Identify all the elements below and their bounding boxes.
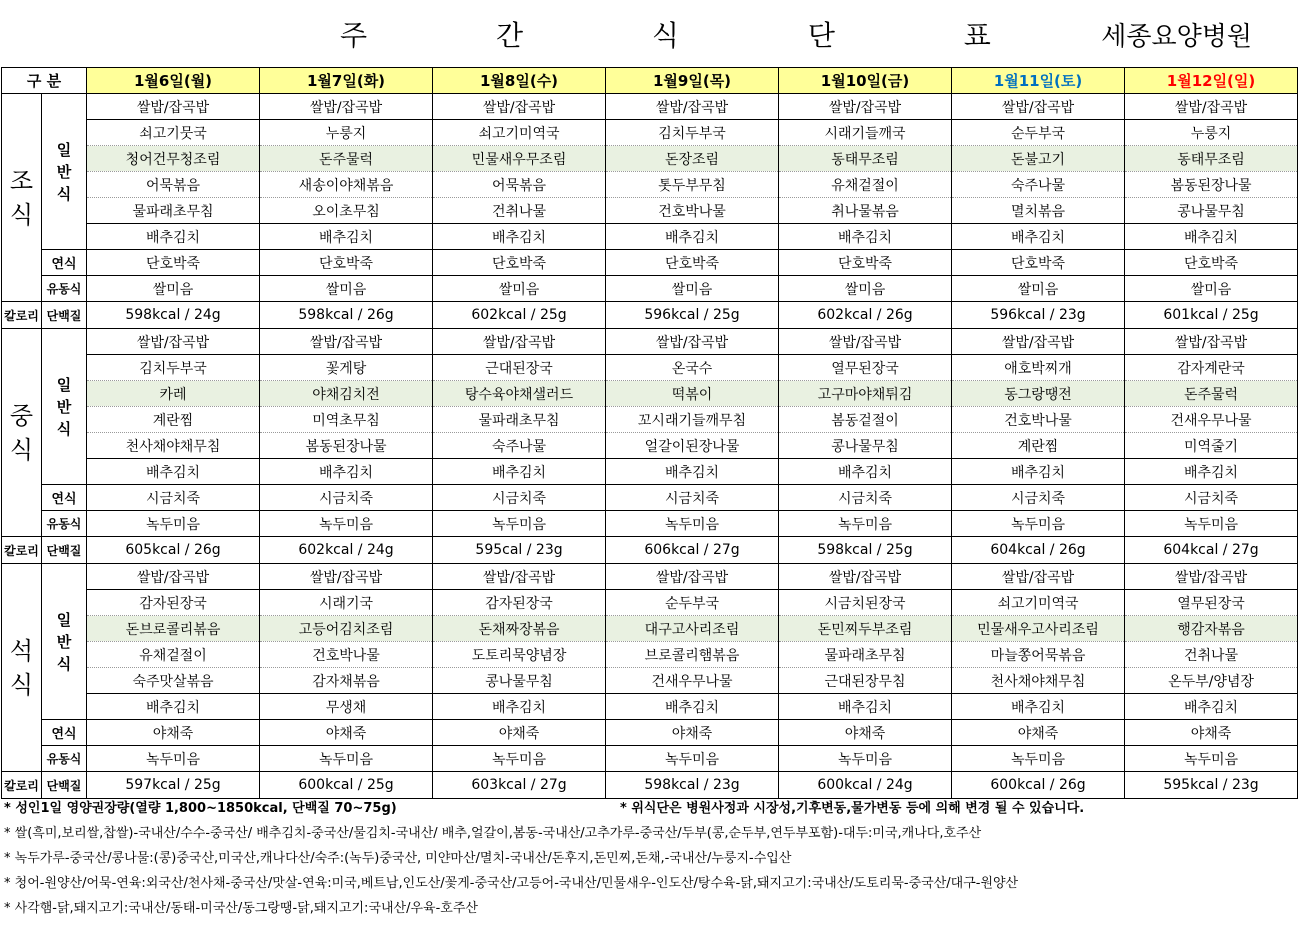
menu-item: 배추김치 [1125, 459, 1298, 485]
menu-item: 천사채야채무침 [87, 433, 260, 459]
kcal-protein-value: 597kcal / 25g [87, 772, 260, 799]
menu-item: 취나물볶음 [779, 198, 952, 224]
menu-item: 오이초무침 [260, 198, 433, 224]
menu-item: 감자된장국 [87, 590, 260, 616]
liquid-diet-item: 쌀미음 [260, 276, 433, 302]
menu-item: 동태무조림 [779, 146, 952, 172]
dinner-label: 석 식 [2, 564, 42, 772]
menu-item: 돈주물럭 [260, 146, 433, 172]
day-header: 1월7일(화) [260, 68, 433, 94]
menu-item: 쌀밥/잡곡밥 [779, 329, 952, 355]
menu-item: 배추김치 [433, 224, 606, 250]
menu-item: 숙주맛살볶음 [87, 668, 260, 694]
soft-diet-item: 야채죽 [1125, 720, 1298, 746]
note-origin-3: * 청어-원양산/어묵-연육:외국산/천사채-중국산/맛살-연육:미국,베트남,인도산/꽃게-중국산/고등어-국내산/민물새우-인도산/탕수육-닭,돼지고기:국내산/도토리묵-중국산/대구-원양산 [4, 876, 1019, 891]
menu-item: 숙주나물 [952, 172, 1125, 198]
liquid-diet-item: 녹두미음 [87, 746, 260, 772]
menu-item: 배추김치 [87, 694, 260, 720]
kcal-protein-value: 604kcal / 26g [952, 537, 1125, 564]
menu-item: 쌀밥/잡곡밥 [433, 564, 606, 590]
menu-item: 감자채볶음 [260, 668, 433, 694]
menu-item: 배추김치 [779, 694, 952, 720]
kcal-protein-value: 600kcal / 25g [260, 772, 433, 799]
liquid-diet-item: 쌀미음 [606, 276, 779, 302]
lunch-label: 중 식 [2, 329, 42, 537]
liquid-diet-label: 유동식 [42, 276, 87, 302]
menu-item: 톳두부무침 [606, 172, 779, 198]
menu-item: 온두부/양념장 [1125, 668, 1298, 694]
menu-item: 민물새우무조림 [433, 146, 606, 172]
menu-item: 얼갈이된장나물 [606, 433, 779, 459]
menu-item: 쌀밥/잡곡밥 [1125, 329, 1298, 355]
menu-item: 쌀밥/잡곡밥 [952, 329, 1125, 355]
liquid-diet-item: 녹두미음 [433, 746, 606, 772]
menu-item: 도토리묵양념장 [433, 642, 606, 668]
menu-item: 열무된장국 [779, 355, 952, 381]
menu-item: 쌀밥/잡곡밥 [779, 564, 952, 590]
protein-label: 단백질 [42, 537, 87, 564]
soft-diet-item: 시금치죽 [606, 485, 779, 511]
menu-item: 순두부국 [606, 590, 779, 616]
menu-item: 배추김치 [260, 224, 433, 250]
hospital-name: 세종요양병원 [1101, 22, 1252, 52]
menu-item: 돈장조림 [606, 146, 779, 172]
menu-item: 꽃게탕 [260, 355, 433, 381]
menu-item: 민물새우고사리조림 [952, 616, 1125, 642]
day-header: 1월8일(수) [433, 68, 606, 94]
soft-diet-label: 연식 [42, 720, 87, 746]
menu-item: 건취나물 [433, 198, 606, 224]
menu-item: 건호박나물 [260, 642, 433, 668]
menu-item: 쌀밥/잡곡밥 [1125, 564, 1298, 590]
menu-item: 계란찜 [87, 407, 260, 433]
kcal-protein-value: 604kcal / 27g [1125, 537, 1298, 564]
kcal-protein-value: 598kcal / 25g [779, 537, 952, 564]
menu-item: 쌀밥/잡곡밥 [87, 564, 260, 590]
menu-item: 돈민찌두부조림 [779, 616, 952, 642]
general-diet-label: 일 반 식 [42, 94, 87, 250]
menu-item: 쇠고기뭇국 [87, 120, 260, 146]
menu-item: 배추김치 [779, 224, 952, 250]
liquid-diet-item: 녹두미음 [779, 511, 952, 537]
menu-item: 고등어김치조림 [260, 616, 433, 642]
kcal-protein-value: 596kcal / 23g [952, 302, 1125, 329]
menu-item: 쌀밥/잡곡밥 [260, 564, 433, 590]
liquid-diet-item: 녹두미음 [260, 746, 433, 772]
menu-item: 야채김치전 [260, 381, 433, 407]
menu-item: 봄동된장나물 [260, 433, 433, 459]
menu-item: 동태무조림 [1125, 146, 1298, 172]
menu-item: 쌀밥/잡곡밥 [779, 94, 952, 120]
liquid-diet-item: 녹두미음 [433, 511, 606, 537]
note-row-1 [4, 796, 1294, 821]
liquid-diet-item: 쌀미음 [433, 276, 606, 302]
note-nutrition: * 성인1일 영양권장량(열량 1,800~1850kcal, 단백질 70~75g) [4, 801, 397, 816]
menu-item: 쌀밥/잡곡밥 [433, 94, 606, 120]
weekly-menu-table [1, 67, 1298, 799]
note-origin-2: * 녹두가루-중국산/콩나물:(콩)중국산,미국산,캐나다산/숙주:(녹두)중국산, 미얀마산/멸치-국내산/돈후지,돈민찌,돈채,-국내산/누룽지-수입산 [4, 851, 792, 866]
protein-label: 단백질 [42, 772, 87, 799]
menu-item: 콩나물무침 [779, 433, 952, 459]
menu-item: 열무된장국 [1125, 590, 1298, 616]
menu-item: 쌀밥/잡곡밥 [606, 329, 779, 355]
soft-diet-item: 단호박죽 [952, 250, 1125, 276]
menu-item: 시래기들깨국 [779, 120, 952, 146]
soft-diet-item: 단호박죽 [779, 250, 952, 276]
menu-item: 근대된장국 [433, 355, 606, 381]
menu-item: 배추김치 [779, 459, 952, 485]
soft-diet-item: 단호박죽 [260, 250, 433, 276]
menu-item: 온국수 [606, 355, 779, 381]
soft-diet-item: 야채죽 [779, 720, 952, 746]
menu-item: 쌀밥/잡곡밥 [433, 329, 606, 355]
kcal-protein-value: 601kcal / 25g [1125, 302, 1298, 329]
note-origin-4: * 사각햄-닭,돼지고기:국내산/동태-미국산/동그랑땡-닭,돼지고기:국내산/우육-호주산 [4, 901, 478, 916]
kcal-protein-value: 603kcal / 27g [433, 772, 606, 799]
page-title: 주 간 식 단 표 [340, 19, 1051, 52]
menu-item: 시래기국 [260, 590, 433, 616]
kcal-protein-value: 595cal / 23g [433, 537, 606, 564]
menu-item: 쌀밥/잡곡밥 [87, 94, 260, 120]
soft-diet-item: 시금치죽 [1125, 485, 1298, 511]
soft-diet-item: 단호박죽 [1125, 250, 1298, 276]
title-bar [0, 0, 1298, 66]
liquid-diet-label: 유동식 [42, 511, 87, 537]
menu-item: 건새우무나물 [606, 668, 779, 694]
menu-item: 물파래초무침 [87, 198, 260, 224]
liquid-diet-item: 쌀미음 [87, 276, 260, 302]
liquid-diet-item: 녹두미음 [779, 746, 952, 772]
menu-item: 배추김치 [1125, 694, 1298, 720]
menu-item: 유채겉절이 [779, 172, 952, 198]
menu-item: 근대된장무침 [779, 668, 952, 694]
kcal-protein-value: 606kcal / 27g [606, 537, 779, 564]
soft-diet-item: 야채죽 [433, 720, 606, 746]
notes [4, 796, 1294, 921]
menu-item: 대구고사리조림 [606, 616, 779, 642]
menu-item: 동그랑땡전 [952, 381, 1125, 407]
menu-item: 배추김치 [952, 459, 1125, 485]
calorie-label: 칼로리 [2, 302, 42, 329]
liquid-diet-item: 녹두미음 [952, 511, 1125, 537]
liquid-diet-item: 녹두미음 [1125, 746, 1298, 772]
menu-item: 배추김치 [952, 224, 1125, 250]
note-origin-1: * 쌀(흑미,보리쌀,찹쌀)-국내산/수수-중국산/ 배추김치-중국산/물김치-국내산/ 배추,얼갈이,봄동-국내산/고추가루-중국산/두부(콩,순두부,연두부포함)-대두:미국,캐나다,호주산 [4, 826, 982, 841]
menu-item: 카레 [87, 381, 260, 407]
menu-item: 쇠고기미역국 [433, 120, 606, 146]
soft-diet-item: 단호박죽 [606, 250, 779, 276]
menu-item: 배추김치 [433, 694, 606, 720]
liquid-diet-item: 녹두미음 [952, 746, 1125, 772]
breakfast-label: 조 식 [2, 94, 42, 302]
kcal-protein-value: 595kcal / 23g [1125, 772, 1298, 799]
menu-item: 배추김치 [1125, 224, 1298, 250]
day-header: 1월9일(목) [606, 68, 779, 94]
menu-item: 물파래초무침 [779, 642, 952, 668]
day-header: 1월12일(일) [1125, 68, 1298, 94]
menu-item: 마늘쫑어묵볶음 [952, 642, 1125, 668]
calorie-label: 칼로리 [2, 772, 42, 799]
menu-item: 애호박찌개 [952, 355, 1125, 381]
menu-item: 배추김치 [952, 694, 1125, 720]
menu-item: 탕수육야채샐러드 [433, 381, 606, 407]
menu-item: 행감자볶음 [1125, 616, 1298, 642]
liquid-diet-item: 녹두미음 [606, 511, 779, 537]
menu-item: 배추김치 [87, 459, 260, 485]
kcal-protein-value: 598kcal / 24g [87, 302, 260, 329]
menu-item: 쌀밥/잡곡밥 [1125, 94, 1298, 120]
menu-item: 시금치된장국 [779, 590, 952, 616]
soft-diet-item: 단호박죽 [433, 250, 606, 276]
menu-item: 봄동겉절이 [779, 407, 952, 433]
menu-item: 무생채 [260, 694, 433, 720]
soft-diet-item: 야채죽 [260, 720, 433, 746]
menu-item: 콩나물무침 [1125, 198, 1298, 224]
soft-diet-item: 시금치죽 [260, 485, 433, 511]
menu-item: 어묵볶음 [87, 172, 260, 198]
menu-item: 물파래초무침 [433, 407, 606, 433]
menu-item: 누룽지 [260, 120, 433, 146]
menu-item: 천사채야채무침 [952, 668, 1125, 694]
soft-diet-item: 시금치죽 [433, 485, 606, 511]
menu-item: 배추김치 [260, 459, 433, 485]
menu-item: 배추김치 [606, 459, 779, 485]
menu-item: 쌀밥/잡곡밥 [260, 329, 433, 355]
menu-item: 건새우무나물 [1125, 407, 1298, 433]
liquid-diet-item: 녹두미음 [606, 746, 779, 772]
menu-item: 배추김치 [606, 694, 779, 720]
menu-item: 미역줄기 [1125, 433, 1298, 459]
menu-item: 숙주나물 [433, 433, 606, 459]
menu-item: 어묵볶음 [433, 172, 606, 198]
menu-item: 김치두부국 [87, 355, 260, 381]
liquid-diet-item: 녹두미음 [1125, 511, 1298, 537]
general-diet-label: 일 반 식 [42, 329, 87, 485]
liquid-diet-item: 녹두미음 [260, 511, 433, 537]
day-header: 1월10일(금) [779, 68, 952, 94]
menu-item: 고구마야채튀김 [779, 381, 952, 407]
day-header: 1월11일(토) [952, 68, 1125, 94]
menu-item: 배추김치 [87, 224, 260, 250]
liquid-diet-item: 쌀미음 [779, 276, 952, 302]
kcal-protein-value: 598kcal / 23g [606, 772, 779, 799]
kcal-protein-value: 605kcal / 26g [87, 537, 260, 564]
liquid-diet-label: 유동식 [42, 746, 87, 772]
menu-item: 쌀밥/잡곡밥 [952, 94, 1125, 120]
menu-item: 쌀밥/잡곡밥 [952, 564, 1125, 590]
menu-item: 김치두부국 [606, 120, 779, 146]
menu-item: 새송이야채볶음 [260, 172, 433, 198]
menu-item: 돈주물럭 [1125, 381, 1298, 407]
menu-item: 청어건무청조림 [87, 146, 260, 172]
menu-item: 순두부국 [952, 120, 1125, 146]
kcal-protein-value: 600kcal / 24g [779, 772, 952, 799]
menu-item: 꼬시래기들깨무침 [606, 407, 779, 433]
menu-item: 누룽지 [1125, 120, 1298, 146]
kcal-protein-value: 602kcal / 26g [779, 302, 952, 329]
soft-diet-item: 야채죽 [606, 720, 779, 746]
liquid-diet-item: 쌀미음 [1125, 276, 1298, 302]
day-header: 1월6일(월) [87, 68, 260, 94]
menu-item: 배추김치 [433, 459, 606, 485]
menu-item: 돈브로콜리볶음 [87, 616, 260, 642]
menu-item: 계란찜 [952, 433, 1125, 459]
menu-item: 콩나물무침 [433, 668, 606, 694]
kcal-protein-value: 602kcal / 25g [433, 302, 606, 329]
soft-diet-item: 단호박죽 [87, 250, 260, 276]
menu-item: 쌀밥/잡곡밥 [606, 94, 779, 120]
menu-item: 쌀밥/잡곡밥 [87, 329, 260, 355]
note-change-notice: * 위식단은 병원사정과 시장성,기후변동,물가변동 등에 의해 변경 될 수 있습니다. [620, 801, 1085, 816]
menu-item: 건호박나물 [952, 407, 1125, 433]
soft-diet-item: 야채죽 [952, 720, 1125, 746]
liquid-diet-item: 쌀미음 [952, 276, 1125, 302]
menu-item: 쌀밥/잡곡밥 [606, 564, 779, 590]
menu-item: 돈불고기 [952, 146, 1125, 172]
calorie-label: 칼로리 [2, 537, 42, 564]
menu-item: 미역초무침 [260, 407, 433, 433]
soft-diet-label: 연식 [42, 250, 87, 276]
general-diet-label: 일 반 식 [42, 564, 87, 720]
menu-item: 봄동된장나물 [1125, 172, 1298, 198]
menu-item: 쌀밥/잡곡밥 [260, 94, 433, 120]
kcal-protein-value: 602kcal / 24g [260, 537, 433, 564]
menu-item: 떡볶이 [606, 381, 779, 407]
soft-diet-item: 시금치죽 [87, 485, 260, 511]
menu-item: 배추김치 [606, 224, 779, 250]
soft-diet-item: 시금치죽 [779, 485, 952, 511]
kcal-protein-value: 596kcal / 25g [606, 302, 779, 329]
menu-item: 돈채짜장볶음 [433, 616, 606, 642]
menu-item: 유채겉절이 [87, 642, 260, 668]
menu-item: 건취나물 [1125, 642, 1298, 668]
soft-diet-label: 연식 [42, 485, 87, 511]
header-label: 구 분 [2, 68, 87, 94]
menu-item: 건호박나물 [606, 198, 779, 224]
liquid-diet-item: 녹두미음 [87, 511, 260, 537]
soft-diet-item: 시금치죽 [952, 485, 1125, 511]
menu-item: 감자된장국 [433, 590, 606, 616]
kcal-protein-value: 600kcal / 26g [952, 772, 1125, 799]
kcal-protein-value: 598kcal / 26g [260, 302, 433, 329]
menu-item: 쇠고기미역국 [952, 590, 1125, 616]
menu-item: 감자계란국 [1125, 355, 1298, 381]
menu-item: 멸치볶음 [952, 198, 1125, 224]
menu-item: 브로콜리햄볶음 [606, 642, 779, 668]
soft-diet-item: 야채죽 [87, 720, 260, 746]
protein-label: 단백질 [42, 302, 87, 329]
